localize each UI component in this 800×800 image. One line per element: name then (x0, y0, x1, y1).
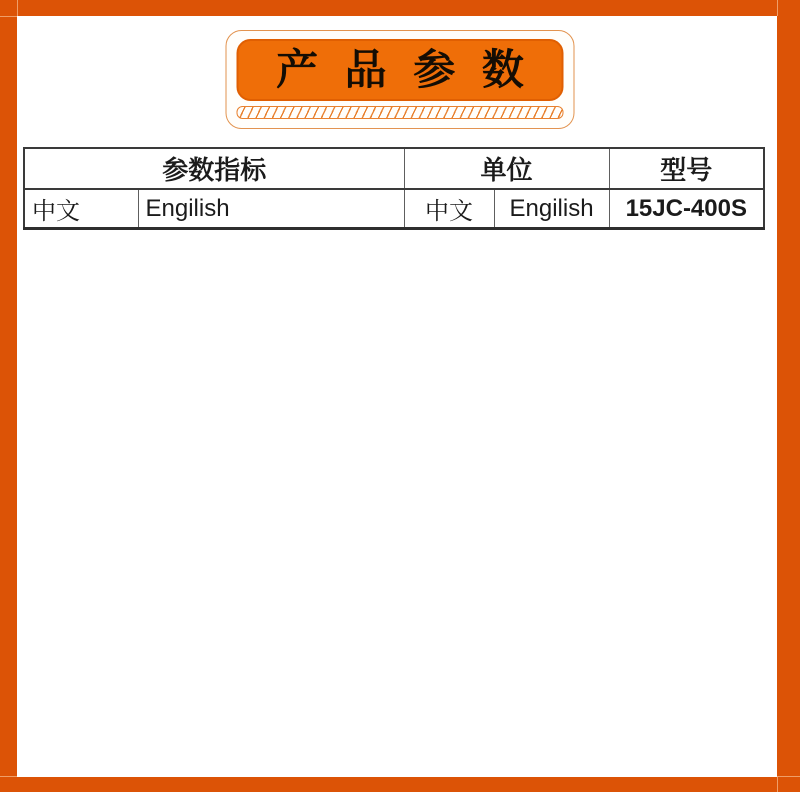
frame-top-bar (0, 0, 800, 16)
table-header-sub (24, 189, 764, 229)
frame-seam (777, 776, 800, 777)
frame-seam (0, 776, 17, 777)
table-header-groups (24, 148, 764, 189)
frame-seam (777, 0, 778, 16)
header-unit-cn-label: 中文 (404, 189, 494, 229)
frame-seam (777, 777, 778, 792)
frame-bottom-bar (0, 777, 800, 792)
title-banner-box (237, 39, 564, 101)
header-model-group: 型号 (609, 148, 764, 189)
spec-table (23, 147, 765, 230)
title-banner (226, 30, 575, 129)
header-cn-label: 中文 (24, 189, 138, 229)
header-english-label: Engilish (138, 189, 404, 229)
header-unit-group: 单位 (404, 148, 609, 189)
banner-hatch-shadow (237, 106, 564, 119)
frame-right-bar (777, 0, 800, 792)
page-title: 产 品 参 数 (276, 45, 530, 94)
header-model-number: 15JC-400S (609, 189, 764, 229)
spec-table-container (23, 147, 765, 230)
header-params-group: 参数指标 (24, 148, 404, 189)
frame-left-bar (0, 0, 17, 777)
header-unit-english-label: Engilish (494, 189, 609, 229)
frame-seam (17, 0, 18, 16)
frame-seam (0, 16, 17, 17)
